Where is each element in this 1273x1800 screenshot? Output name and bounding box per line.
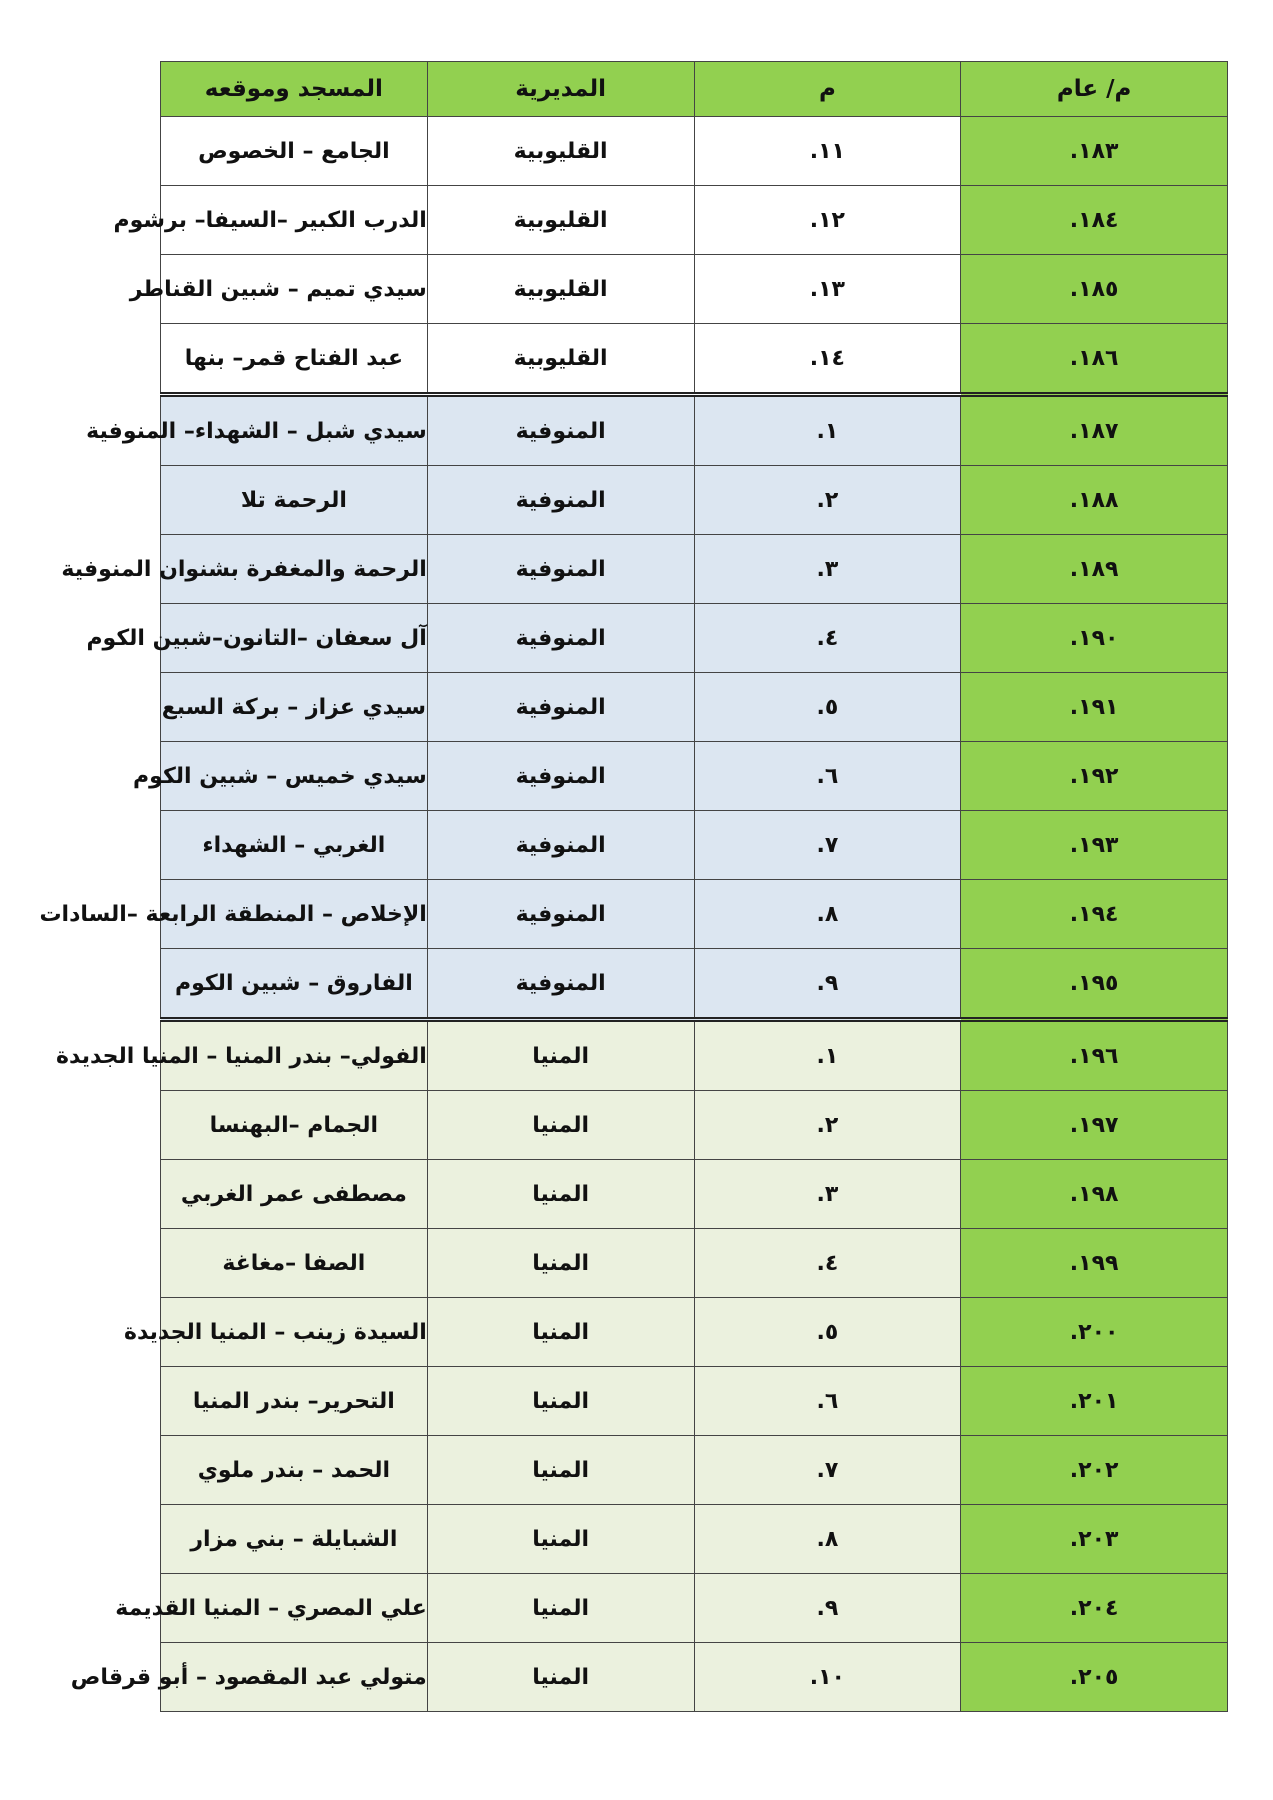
general-number-cell: ١٩٤. <box>961 880 1228 949</box>
general-number-cell: ١٨٤. <box>961 186 1228 255</box>
table-header-row <box>161 62 1228 117</box>
mosque-cell: سيدي عزاز – بركة السبع <box>161 673 428 742</box>
mosque-cell: الصفا –مغاغة <box>161 1229 428 1298</box>
mosque-cell: علي المصري – المنيا القديمة <box>161 1574 428 1643</box>
directorate-cell: المنيا <box>427 1574 694 1643</box>
number-cell: ١١. <box>694 117 961 186</box>
general-number-cell: ١٩٨. <box>961 1160 1228 1229</box>
header-number: م <box>694 62 961 117</box>
general-number-cell: ٢٠٤. <box>961 1574 1228 1643</box>
table-row <box>161 949 1228 1020</box>
directorate-cell: القليوبية <box>427 324 694 395</box>
directorate-cell: المنيا <box>427 1436 694 1505</box>
general-number-cell: ١٨٣. <box>961 117 1228 186</box>
number-cell: ٢. <box>694 466 961 535</box>
mosque-cell: متولي عبد المقصود – أبو قرقاص <box>161 1643 428 1712</box>
general-number-cell: ١٩٥. <box>961 949 1228 1020</box>
directorate-cell: المنوفية <box>427 811 694 880</box>
table-row <box>161 1643 1228 1712</box>
number-cell: ٦. <box>694 742 961 811</box>
number-cell: ١. <box>694 1020 961 1091</box>
general-number-cell: ١٩٣. <box>961 811 1228 880</box>
table-row <box>161 255 1228 324</box>
mosque-cell: الرحمة والمغفرة بشنوان المنوفية <box>161 535 428 604</box>
directorate-cell: المنوفية <box>427 466 694 535</box>
general-number-cell: ١٨٨. <box>961 466 1228 535</box>
table-row <box>161 324 1228 395</box>
directorate-cell: المنيا <box>427 1643 694 1712</box>
general-number-cell: ٢٠٠. <box>961 1298 1228 1367</box>
directorate-cell: المنيا <box>427 1505 694 1574</box>
mosque-cell: الرحمة تلا <box>161 466 428 535</box>
directorate-cell: القليوبية <box>427 186 694 255</box>
header-directorate: المديرية <box>427 62 694 117</box>
table-row <box>161 1020 1228 1091</box>
general-number-cell: ٢٠٣. <box>961 1505 1228 1574</box>
table-row <box>161 880 1228 949</box>
directorate-cell: المنوفية <box>427 880 694 949</box>
number-cell: ١٤. <box>694 324 961 395</box>
table-row <box>161 811 1228 880</box>
general-number-cell: ١٨٧. <box>961 395 1228 466</box>
directorate-cell: المنوفية <box>427 949 694 1020</box>
mosque-cell: الحمد – بندر ملوي <box>161 1436 428 1505</box>
mosque-cell: سيدي تميم – شبين القناطر <box>161 255 428 324</box>
number-cell: ٤. <box>694 1229 961 1298</box>
table-row <box>161 1505 1228 1574</box>
general-number-cell: ١٩٧. <box>961 1091 1228 1160</box>
general-number-cell: ١٩٩. <box>961 1229 1228 1298</box>
directorate-cell: المنوفية <box>427 673 694 742</box>
table-row <box>161 604 1228 673</box>
table-row <box>161 1091 1228 1160</box>
number-cell: ٩. <box>694 949 961 1020</box>
table-row <box>161 1229 1228 1298</box>
number-cell: ٧. <box>694 1436 961 1505</box>
mosque-cell: الجمام –البهنسا <box>161 1091 428 1160</box>
directorate-cell: المنيا <box>427 1229 694 1298</box>
table-row <box>161 186 1228 255</box>
mosque-cell: الجامع – الخصوص <box>161 117 428 186</box>
table-row <box>161 1574 1228 1643</box>
mosque-cell: سيدي خميس – شبين الكوم <box>161 742 428 811</box>
directorate-cell: المنوفية <box>427 604 694 673</box>
directorate-cell: المنيا <box>427 1091 694 1160</box>
table-row <box>161 1160 1228 1229</box>
number-cell: ٥. <box>694 1298 961 1367</box>
mosque-cell: السيدة زينب – المنيا الجديدة <box>161 1298 428 1367</box>
directorate-cell: المنوفية <box>427 535 694 604</box>
directorate-cell: المنيا <box>427 1160 694 1229</box>
directorate-cell: المنيا <box>427 1367 694 1436</box>
mosque-cell: سيدي شبل – الشهداء– المنوفية <box>161 395 428 466</box>
table-row <box>161 117 1228 186</box>
mosque-cell: الشبايلة – بني مزار <box>161 1505 428 1574</box>
general-number-cell: ١٨٩. <box>961 535 1228 604</box>
number-cell: ٢. <box>694 1091 961 1160</box>
mosque-cell: الفاروق – شبين الكوم <box>161 949 428 1020</box>
mosque-cell: عبد الفتاح قمر– بنها <box>161 324 428 395</box>
general-number-cell: ١٨٥. <box>961 255 1228 324</box>
mosque-cell: الإخلاص – المنطقة الرابعة –السادات <box>161 880 428 949</box>
mosque-cell: الغربي – الشهداء <box>161 811 428 880</box>
number-cell: ٥. <box>694 673 961 742</box>
general-number-cell: ٢٠١. <box>961 1367 1228 1436</box>
directorate-cell: المنوفية <box>427 742 694 811</box>
general-number-cell: ١٩٠. <box>961 604 1228 673</box>
table-row <box>161 742 1228 811</box>
mosque-cell: التحرير– بندر المنيا <box>161 1367 428 1436</box>
directorate-cell: المنيا <box>427 1020 694 1091</box>
table-row <box>161 1436 1228 1505</box>
directorate-cell: القليوبية <box>427 255 694 324</box>
table-body <box>39 117 1228 1712</box>
number-cell: ١٢. <box>694 186 961 255</box>
general-number-cell: ١٩٦. <box>961 1020 1228 1091</box>
table-row <box>161 535 1228 604</box>
general-number-cell: ١٩١. <box>961 673 1228 742</box>
header-mosque: المسجد وموقعه <box>161 62 428 117</box>
mosque-cell: آل سعفان –التانون–شبين الكوم <box>161 604 428 673</box>
table-row <box>161 466 1228 535</box>
mosques-table <box>39 61 1228 1712</box>
directorate-cell: المنوفية <box>427 395 694 466</box>
table-row <box>161 1367 1228 1436</box>
directorate-cell: القليوبية <box>427 117 694 186</box>
number-cell: ٣. <box>694 535 961 604</box>
table-row <box>161 395 1228 466</box>
table-row <box>161 673 1228 742</box>
directorate-cell: المنيا <box>427 1298 694 1367</box>
number-cell: ٣. <box>694 1160 961 1229</box>
number-cell: ٨. <box>694 1505 961 1574</box>
number-cell: ٦. <box>694 1367 961 1436</box>
general-number-cell: ٢٠٢. <box>961 1436 1228 1505</box>
number-cell: ٤. <box>694 604 961 673</box>
table-row <box>161 1298 1228 1367</box>
general-number-cell: ٢٠٥. <box>961 1643 1228 1712</box>
general-number-cell: ١٩٢. <box>961 742 1228 811</box>
number-cell: ٨. <box>694 880 961 949</box>
mosque-cell: الفولي– بندر المنيا – المنيا الجديدة <box>161 1020 428 1091</box>
general-number-cell: ١٨٦. <box>961 324 1228 395</box>
number-cell: ١٣. <box>694 255 961 324</box>
number-cell: ٧. <box>694 811 961 880</box>
number-cell: ١٠. <box>694 1643 961 1712</box>
mosque-cell: الدرب الكبير –السيفا– برشوم <box>161 186 428 255</box>
number-cell: ١. <box>694 395 961 466</box>
header-general-number: م/ عام <box>961 62 1228 117</box>
mosque-cell: مصطفى عمر الغربي <box>161 1160 428 1229</box>
number-cell: ٩. <box>694 1574 961 1643</box>
